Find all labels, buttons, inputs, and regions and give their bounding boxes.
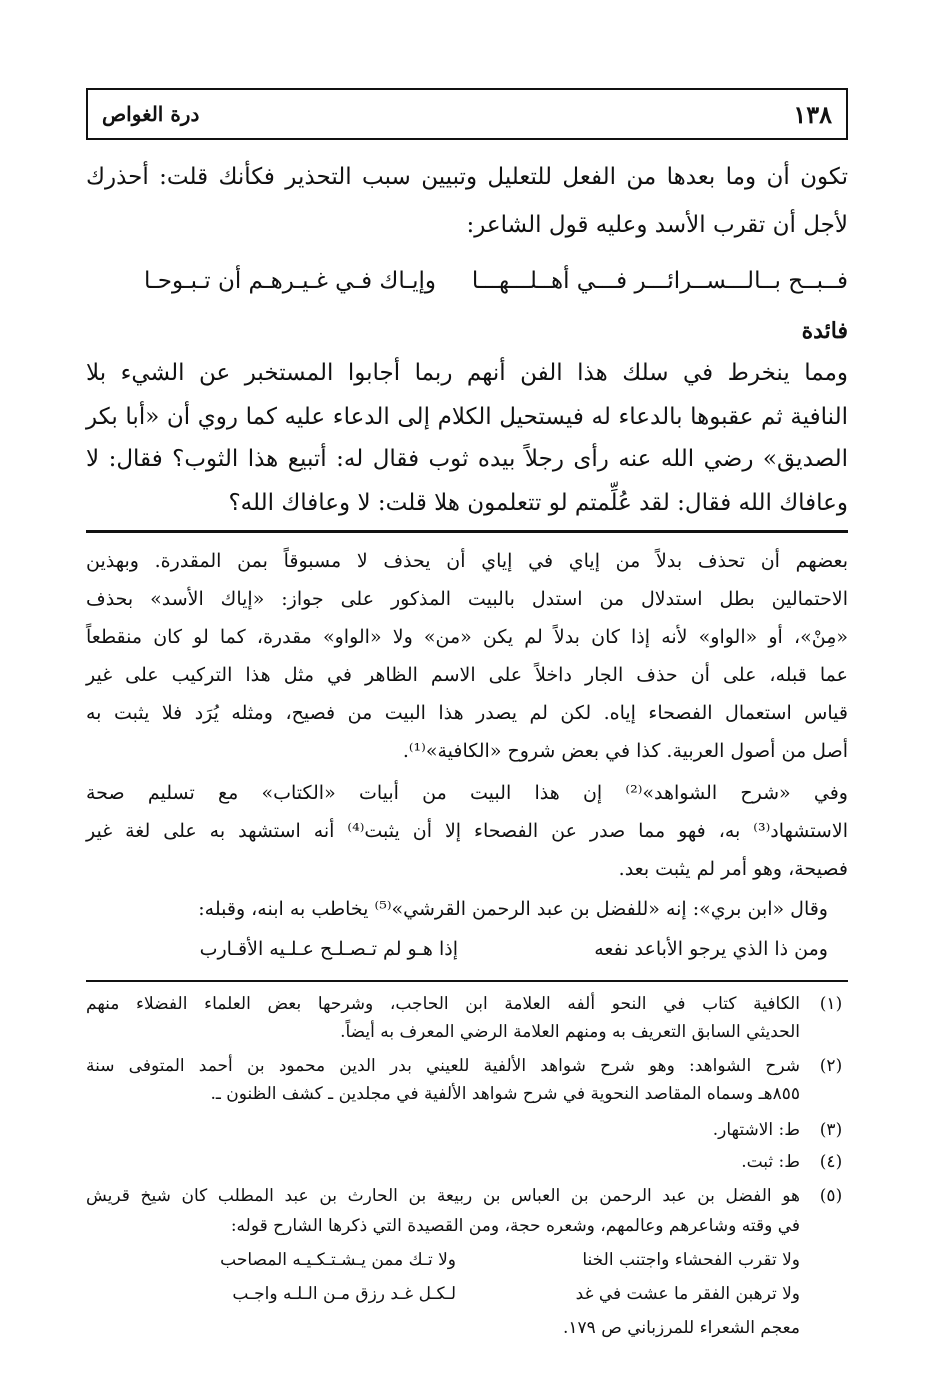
footnote-divider [86, 980, 848, 982]
notes-line: الاحتمالين بطل استدلال من استدل بالبيت المذكور على جواز: «إياك الأسد» بحذف [86, 588, 848, 610]
footnote-verse-second: ولا تـك ممن يـشـتـكـيـه المصاحب [220, 1250, 456, 1270]
footnote-verse-second: لـكـل غـد رزق مـن الـلـه واجـب [232, 1284, 456, 1304]
footnote-line: ط: ثبت. [741, 1152, 800, 1172]
section-divider [86, 530, 848, 533]
verse-second-hemistich: إذا هـو لم تـصـلـح عـلـيه الأقـارب [199, 938, 458, 960]
footnote-source: معجم الشعراء للمرزباني ص ١٧٩. [563, 1318, 800, 1338]
main-line: وعافاك الله فقال: لقد عُلِّمتم لو تتعلمون هلا قلت: لا وعافاك الله؟ [228, 490, 848, 516]
notes-line: قياس استعمال الفصحاء إياه. لكن لم يصدر هذا البيت من فصيح، ومثله يُرَد فلا يثبت به [86, 702, 848, 724]
footnote-line: ٨٥٥هـ وسماه المقاصد النحوية في شرح شواهد الألفية في مجلدين ـ كشف الظنون ـ. [210, 1084, 800, 1104]
main-line: ومما ينخرط في سلك هذا الفن أنهم ربما أجابوا المستخبر عن الشيء بلا [86, 360, 848, 386]
footnote-line: الكافية كتاب في النحو ألفه العلامة ابن الحاجب، وشرحها بعض العلماء الفضلاء منهم [86, 994, 800, 1014]
footnote-number: (٥) [819, 1186, 843, 1206]
footnote-line: الحديثي السابق التعريف به ومنهم العلامة الرضي المعرف به أيضاً. [340, 1022, 800, 1042]
section-heading: فائدة [801, 318, 848, 344]
notes-line: وقال «ابن بري»: إنه «للفضل بن عبد الرحمن القرشي»⁽⁵⁾ يخاطب به ابنه، وقبله: [198, 898, 828, 920]
footnote-line: شرح الشواهد: وهو شرح شواهد الألفية للعيني بدر الدين محمود بن أحمد المتوفى سنة [86, 1056, 800, 1076]
footnote-verse-first: ولا تقرب الفحشاء واجتنب الخنا [582, 1250, 800, 1270]
footnote-line: هو الفضل بن عبد الرحمن بن العباس بن ربيعة بن الحارث بن عبد المطلب كان شيخ قريش [86, 1186, 800, 1206]
footnote-line: في وقته وشاعرهم وعالمهم، وشعره حجة، ومن القصيدة التي ذكرها الشارح قوله: [230, 1216, 800, 1236]
main-line: تكون أن وما بعدها من الفعل للتعليل وتبيين سبب التحذير فكأنك قلت: أحذرك [86, 164, 848, 190]
footnote-line: ط: الاشتهار. [712, 1120, 800, 1140]
notes-line: الاستشهاد⁽³⁾ به، فهو مما صدر عن الفصحاء إلا أن يثبت⁽⁴⁾ أنه استشهد به على لغة غير [86, 820, 848, 842]
notes-line: عما قبله، على أن حذف الجار داخلاً على الاسم الظاهر في مثل هذا التركيب على غير [86, 664, 848, 686]
verse-second-hemistich: وإيـاك فـي غـيـرهـم أن تـبـوحـا [143, 268, 436, 294]
page-number: ١٣٨ [793, 100, 832, 129]
running-title: درة الغواص [102, 102, 200, 126]
notes-line: وفي «شرح الشواهد»⁽²⁾ إن هذا البيت من أبيات «الكتاب» مع تسليم صحة [86, 782, 848, 804]
notes-line: «مِنْ»، أو «الواو» لأنه إذا كان بدلاً لم يكن «من» ولا «الواو» مقدرة، كما لو كان منقطعاً [86, 626, 848, 648]
notes-line: فصيحة، وهو أمر لم يثبت بعد. [618, 858, 848, 880]
verse-first-hemistich: فــبــح بــالـــســرائـــر فـــي أهــلـــهـــا [471, 268, 848, 294]
main-line: النافية ثم عقبوها بالدعاء له فيستحيل الكلام إلى الدعاء عليه كما روي أن «أبا بكر [86, 404, 848, 430]
notes-line: أصل من أصول العربية. كذا في بعض شروح «الكافية»⁽¹⁾. [402, 740, 848, 762]
main-line: لأجل أن تقرب الأسد وعليه قول الشاعر: [466, 212, 848, 238]
verse-first-hemistich: ومن ذا الذي يرجو الأباعد نفعه [594, 938, 828, 960]
footnote-number: (٢) [819, 1056, 843, 1076]
notes-line: بعضهم أن تحذف بدلاً من إياي في إياي أن يحذف لا مسبوقاً بمن المقدرة. وبهذين [86, 550, 848, 572]
main-line: الصديق» رضي الله عنه رأى رجلاً بيده ثوب فقال له: أتبيع هذا الثوب؟ فقال: لا [86, 446, 848, 472]
footnote-number: (١) [819, 994, 843, 1014]
page-header [86, 88, 848, 140]
footnote-verse-first: ولا ترهبن الفقر ما عشت في غد [575, 1284, 800, 1304]
footnote-number: (٤) [819, 1152, 843, 1172]
footnote-number: (٣) [819, 1120, 843, 1140]
